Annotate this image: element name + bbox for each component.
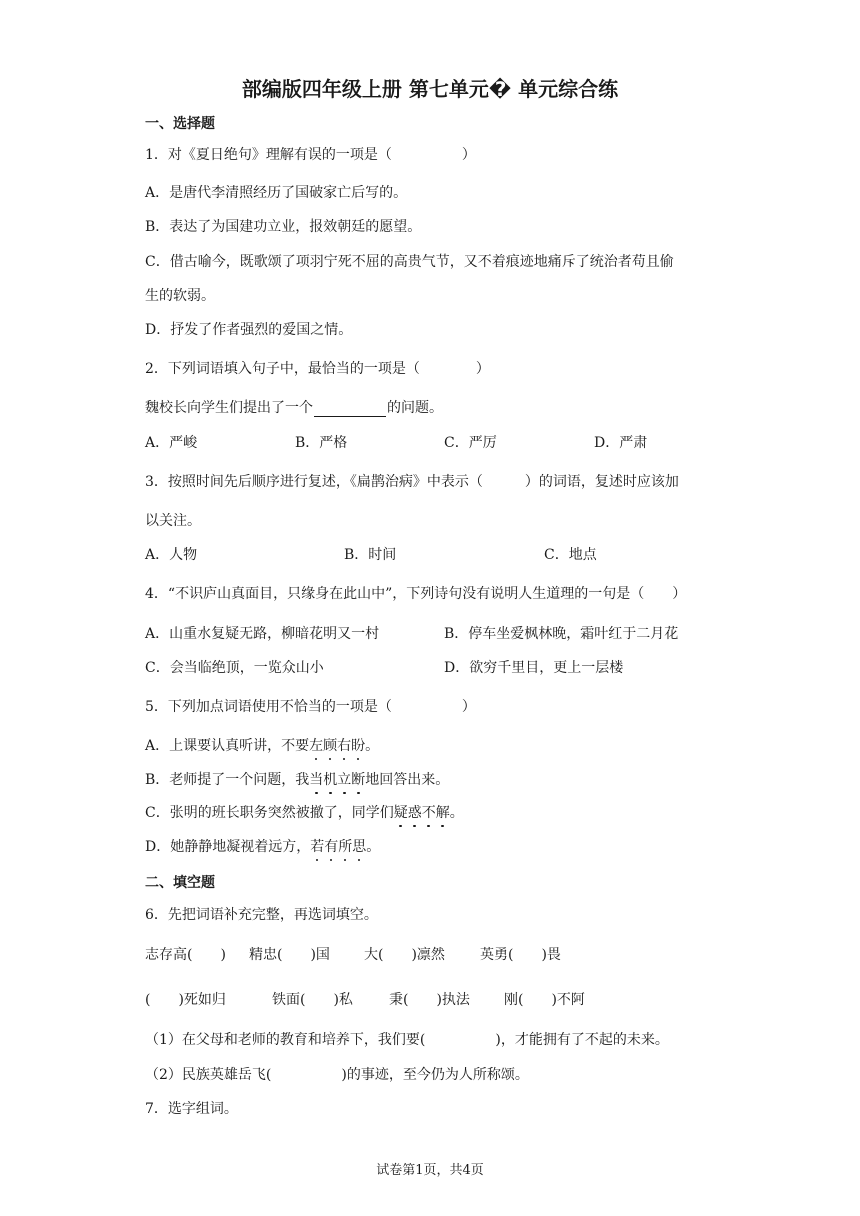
dotted-char: 顾 <box>323 738 338 754</box>
dotted-char: 盼 <box>351 738 366 754</box>
question-1-option-c-line2: 生的软弱。 <box>145 288 215 304</box>
dotted-char: 当 <box>309 772 324 788</box>
dotted-phrase <box>309 738 365 754</box>
question-4-option-d: D．欲穷千里目，更上一层楼 <box>444 660 624 676</box>
dotted-char: 疑 <box>393 805 408 821</box>
idiom-8: 刚( )不阿 <box>504 992 585 1008</box>
question-5-option-a <box>145 737 379 755</box>
dotted-char: 立 <box>337 772 352 788</box>
dotted-char: 惑 <box>407 805 422 821</box>
option-text-end: 。 <box>449 805 464 821</box>
section-heading-fill: 二、填空题 <box>145 875 215 891</box>
question-3-stem-line2: 以关注。 <box>145 513 201 529</box>
dotted-char: 机 <box>323 772 338 788</box>
option-text: B．老师提了一个问题，我 <box>145 772 310 788</box>
option-text-end: 。 <box>366 839 381 855</box>
dotted-char: 断 <box>351 772 366 788</box>
question-6-sentence-2: （2）民族英雄岳飞( )的事迹，至今仍为人所称颂。 <box>145 1067 529 1083</box>
question-2-option-d: D．严肃 <box>594 435 648 451</box>
question-2-sentence <box>145 399 443 417</box>
dotted-char: 有 <box>324 839 339 855</box>
sentence-after: 的问题。 <box>387 400 443 416</box>
idiom-2: 精忠( )国 <box>249 947 330 963</box>
dotted-char: 所 <box>338 839 353 855</box>
page-footer: 试卷第1页，共4页 <box>376 1163 484 1178</box>
question-4-option-c: C．会当临绝顶，一览众山小 <box>145 660 324 676</box>
dotted-char: 左 <box>309 738 324 754</box>
question-7-stem: 7．选字组词。 <box>145 1101 238 1117</box>
idiom-3: 大( )凛然 <box>364 947 445 963</box>
question-2-option-c: C．严厉 <box>444 435 497 451</box>
question-1-option-c-line1: C．借古喻今，既歌颂了项羽宁死不屈的高贵气节，又不着痕迹地痛斥了统治者苟且偷 <box>145 254 674 270</box>
question-4-stem: 4．“不识庐山真面目，只缘身在此山中”，下列诗句没有说明人生道理的一句是（ ） <box>145 586 687 602</box>
option-text: C．张明的班长职务突然被撤了，同学们 <box>145 805 394 821</box>
dotted-phrase <box>310 839 366 855</box>
dotted-char: 右 <box>337 738 352 754</box>
question-2-option-b: B．严格 <box>295 435 348 451</box>
question-1-option-d: D．抒发了作者强烈的爱国之情。 <box>145 322 353 338</box>
question-1-option-a: A．是唐代李清照经历了国破家亡后写的。 <box>145 185 408 201</box>
question-3-option-c: C．地点 <box>544 547 597 563</box>
page-title: 部编版四年级上册 第七单元� 单元综合练 <box>241 77 619 101</box>
dotted-char: 解 <box>435 805 450 821</box>
option-text: A．上课要认真听讲，不要 <box>145 738 310 754</box>
idiom-4: 英勇( )畏 <box>480 947 561 963</box>
section-heading-choice: 一、选择题 <box>145 116 215 132</box>
question-3-stem-line1: 3．按照时间先后顺序进行复述，《扁鹊治病》中表示（ ）的词语，复述时应该加 <box>145 474 679 490</box>
option-text-end: 地回答出来。 <box>365 772 450 788</box>
idiom-5: ( )死如归 <box>145 992 226 1008</box>
dotted-phrase <box>309 772 365 788</box>
question-3-option-a: A．人物 <box>145 547 198 563</box>
dotted-char: 不 <box>421 805 436 821</box>
question-2-option-a: A．严峻 <box>145 435 198 451</box>
idiom-6: 铁面( )私 <box>272 992 353 1008</box>
question-4-option-b: B．停车坐爱枫林晚，霜叶红于二月花 <box>444 626 679 642</box>
question-1-stem: 1．对《夏日绝句》理解有误的一项是（ ） <box>145 147 476 163</box>
question-5-option-c <box>145 804 464 822</box>
sentence-before: 魏校长向学生们提出了一个 <box>145 400 313 416</box>
question-4-option-a: A．山重水复疑无路，柳暗花明又一村 <box>145 626 380 642</box>
question-6-stem: 6．先把词语补充完整，再选词填空。 <box>145 907 378 923</box>
fill-blank-line <box>314 402 386 417</box>
question-3-option-b: B．时间 <box>344 547 397 563</box>
option-text-end: 。 <box>365 738 380 754</box>
dotted-char: 思 <box>352 839 367 855</box>
question-1-option-b: B．表达了为国建功立业，报效朝廷的愿望。 <box>145 219 422 235</box>
question-5-stem: 5．下列加点词语使用不恰当的一项是（ ） <box>145 699 476 715</box>
dotted-phrase <box>394 805 450 821</box>
question-2-stem: 2．下列词语填入句子中，最恰当的一项是（ ） <box>145 361 490 377</box>
option-text: D．她静静地凝视着远方， <box>145 839 311 855</box>
question-5-option-b <box>145 771 449 789</box>
question-5-option-d <box>145 838 380 856</box>
dotted-char: 若 <box>310 839 325 855</box>
idiom-7: 秉( )执法 <box>389 992 470 1008</box>
idiom-1: 志存高( ) <box>145 947 226 963</box>
question-6-sentence-1: （1）在父母和老师的教育和培养下，我们要( )，才能拥有了不起的未来。 <box>145 1032 669 1048</box>
